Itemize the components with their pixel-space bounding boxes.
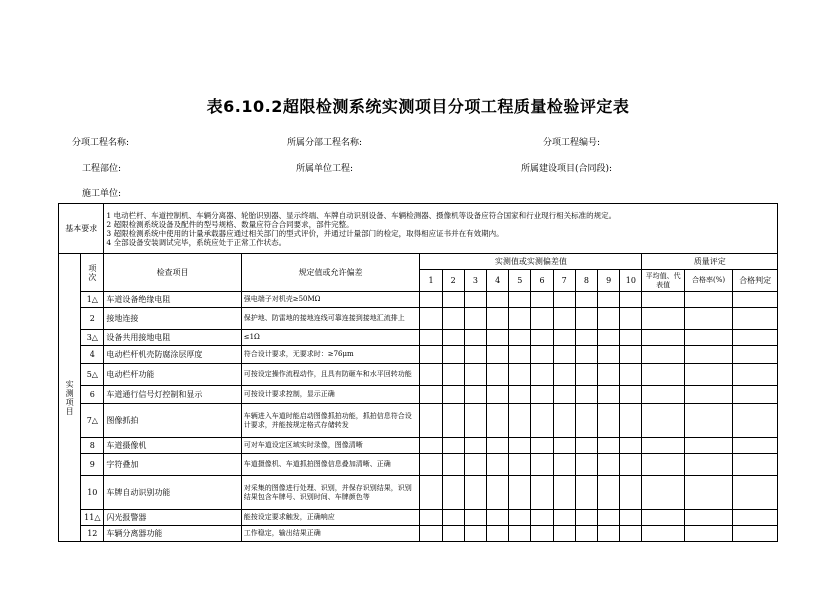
measure-cell[interactable]: [620, 404, 642, 438]
contractor-label: 施工单位:: [82, 189, 122, 199]
measure-cell[interactable]: [531, 510, 553, 526]
measure-cell[interactable]: [509, 346, 531, 364]
measure-cell[interactable]: [531, 454, 553, 476]
spec-cell: 能按设定要求触发，正确响应: [241, 510, 420, 526]
item-no-cell: 11△: [81, 510, 104, 526]
measure-cell[interactable]: [575, 308, 597, 330]
spec-cell: 强电端子对机壳≥50MΩ: [241, 292, 420, 308]
requirement-line: 1 电动栏杆、车道控制机、车辆分离器、轮胎识别器、显示终端、车牌自动识别设备、车辆检测器、摄像机等设备应符合国家和行业现行相关标准的规定。: [106, 210, 617, 220]
measure-cell[interactable]: [531, 346, 553, 364]
spec-cell: 工作稳定，输出结果正确: [241, 526, 420, 542]
check-item-cell: 接地连接: [104, 308, 241, 330]
measure-cell[interactable]: [487, 510, 509, 526]
subproject-no-label: 分项工程编号:: [543, 138, 601, 148]
check-item-cell: 字符叠加: [104, 454, 241, 476]
measure-cell[interactable]: [598, 292, 620, 308]
check-item-cell: 车道摄像机: [104, 438, 241, 454]
item-no-cell: 9: [81, 454, 104, 476]
check-item-cell: 图像抓拍: [104, 404, 241, 438]
table-row: [59, 526, 778, 542]
measure-cell[interactable]: [575, 510, 597, 526]
pass-rate-cell[interactable]: [684, 454, 732, 476]
table-row: [59, 364, 778, 386]
measure-cell[interactable]: [598, 454, 620, 476]
item-no-cell: 8: [81, 438, 104, 454]
measure-cell[interactable]: [442, 308, 464, 330]
pass-rate-cell[interactable]: [684, 346, 732, 364]
pass-rate-cell[interactable]: [684, 510, 732, 526]
check-item-cell: 车道设备绝缘电阻: [104, 292, 241, 308]
measure-cell[interactable]: [553, 330, 575, 346]
average-cell[interactable]: [642, 476, 684, 510]
measure-cell[interactable]: [420, 510, 442, 526]
measure-cell[interactable]: [442, 526, 464, 542]
average-cell[interactable]: [642, 308, 684, 330]
pass-rate-cell[interactable]: [684, 404, 732, 438]
measure-cell[interactable]: [553, 308, 575, 330]
measure-cell[interactable]: [553, 346, 575, 364]
measure-cell[interactable]: [487, 386, 509, 404]
table-row: [59, 404, 778, 438]
measure-cell[interactable]: [464, 510, 486, 526]
measure-cell[interactable]: [487, 346, 509, 364]
measure-cell[interactable]: [464, 292, 486, 308]
spec-cell: 可对车道设定区域实时录像，图像清晰: [241, 438, 420, 454]
measure-cell[interactable]: [464, 386, 486, 404]
pass-rate-cell[interactable]: [684, 364, 732, 386]
measure-col-header: 1: [420, 270, 442, 292]
measure-cell[interactable]: [509, 404, 531, 438]
measure-cell[interactable]: [464, 330, 486, 346]
spec-cell: 可按设计要求控制，显示正确: [241, 386, 420, 404]
measure-cell[interactable]: [531, 404, 553, 438]
page-title: 表6.10.2超限检测系统实测项目分项工程质量检验评定表: [206, 97, 630, 116]
measure-cell[interactable]: [598, 404, 620, 438]
measure-cell[interactable]: [531, 330, 553, 346]
measure-col-header: 9: [598, 270, 620, 292]
measure-cell[interactable]: [420, 454, 442, 476]
requirement-line: 4 全部设备安装调试完毕，系统应处于正常工作状态。: [106, 237, 287, 247]
measure-cell[interactable]: [620, 454, 642, 476]
measure-cell[interactable]: [575, 346, 597, 364]
average-cell[interactable]: [642, 404, 684, 438]
average-cell[interactable]: [642, 292, 684, 308]
pass-rate-cell[interactable]: [684, 476, 732, 510]
check-item-cell: 设备共用接地电阻: [104, 330, 241, 346]
section-label: 实测项目: [59, 254, 81, 542]
spec-cell: 车道摄像机、车道抓拍图像信息叠加清晰、正确: [241, 454, 420, 476]
measure-col-header: 5: [509, 270, 531, 292]
measure-cell[interactable]: [531, 386, 553, 404]
average-header: 平均值、代表值: [642, 270, 684, 292]
measure-cell[interactable]: [531, 292, 553, 308]
measure-cell[interactable]: [620, 346, 642, 364]
measure-cell[interactable]: [464, 438, 486, 454]
requirement-line: 2 超限检测系统设备及配件的型号规格、数量应符合合同要求，部件完整。: [106, 219, 354, 229]
measure-cell[interactable]: [598, 510, 620, 526]
measure-cell[interactable]: [487, 404, 509, 438]
measure-cell[interactable]: [487, 330, 509, 346]
measure-cell[interactable]: [442, 438, 464, 454]
basic-requirements-row: [59, 204, 778, 254]
measure-cell[interactable]: [420, 404, 442, 438]
measure-cell[interactable]: [553, 386, 575, 404]
measure-cell[interactable]: [531, 308, 553, 330]
measure-cell[interactable]: [442, 510, 464, 526]
measure-cell[interactable]: [509, 510, 531, 526]
measure-cell[interactable]: [598, 308, 620, 330]
item-no-cell: 12: [81, 526, 104, 542]
measure-cell[interactable]: [487, 454, 509, 476]
item-no-cell: 10: [81, 476, 104, 510]
measure-cell[interactable]: [420, 526, 442, 542]
measure-cell[interactable]: [487, 476, 509, 510]
measure-cell[interactable]: [598, 330, 620, 346]
item-no-cell: 2: [81, 308, 104, 330]
measure-cell[interactable]: [509, 476, 531, 510]
measure-cell[interactable]: [420, 292, 442, 308]
spec-cell: 保护地、防雷地的接地连线可靠连接到接地汇流排上: [241, 308, 420, 330]
measure-cell[interactable]: [464, 526, 486, 542]
measure-cell[interactable]: [553, 364, 575, 386]
measure-cell[interactable]: [442, 404, 464, 438]
measure-cell[interactable]: [553, 438, 575, 454]
judgment-cell[interactable]: [733, 330, 778, 346]
judgment-cell[interactable]: [733, 386, 778, 404]
judgment-cell[interactable]: [733, 438, 778, 454]
pass-rate-cell[interactable]: [684, 292, 732, 308]
check-item-cell: 电动栏杆机壳防腐涂层厚度: [104, 346, 241, 364]
measure-cell[interactable]: [509, 386, 531, 404]
average-cell[interactable]: [642, 330, 684, 346]
measure-cell[interactable]: [487, 308, 509, 330]
item-no-cell: 1△: [81, 292, 104, 308]
measure-cell[interactable]: [620, 330, 642, 346]
measure-col-header: 4: [487, 270, 509, 292]
judgment-header: 合格判定: [733, 270, 778, 292]
measure-cell[interactable]: [575, 438, 597, 454]
check-item-cell: 电动栏杆功能: [104, 364, 241, 386]
measure-cell[interactable]: [487, 438, 509, 454]
measure-cell[interactable]: [509, 292, 531, 308]
site-label: 工程部位:: [82, 164, 122, 174]
average-cell[interactable]: [642, 510, 684, 526]
measure-cell[interactable]: [620, 386, 642, 404]
measure-cell[interactable]: [531, 526, 553, 542]
measure-cell[interactable]: [442, 346, 464, 364]
measure-cell[interactable]: [464, 308, 486, 330]
judgment-cell[interactable]: [733, 292, 778, 308]
check-item-cell: 闪光报警器: [104, 510, 241, 526]
measure-cell[interactable]: [598, 386, 620, 404]
measure-cell[interactable]: [487, 364, 509, 386]
measure-cell[interactable]: [442, 454, 464, 476]
measure-cell[interactable]: [531, 364, 553, 386]
measured-header: 实测值或实测偏差值: [420, 254, 642, 270]
measure-cell[interactable]: [487, 526, 509, 542]
item-no-cell: 5△: [81, 364, 104, 386]
measure-cell[interactable]: [598, 526, 620, 542]
inspection-table: [58, 203, 778, 542]
measure-cell[interactable]: [464, 346, 486, 364]
table-row: [59, 346, 778, 364]
measure-cell[interactable]: [464, 454, 486, 476]
quality-header: 质量评定: [642, 254, 778, 270]
measure-col-header: 10: [620, 270, 642, 292]
subproject-name-label: 分项工程名称:: [72, 138, 130, 148]
measure-cell[interactable]: [620, 308, 642, 330]
measure-cell[interactable]: [620, 526, 642, 542]
average-cell[interactable]: [642, 386, 684, 404]
unit-project-label: 所属单位工程:: [296, 164, 354, 174]
measure-cell[interactable]: [553, 454, 575, 476]
item-no-cell: 3△: [81, 330, 104, 346]
measure-col-header: 6: [531, 270, 553, 292]
pass-rate-cell[interactable]: [684, 308, 732, 330]
check-item-cell: 车道通行信号灯控制和显示: [104, 386, 241, 404]
measure-cell[interactable]: [420, 308, 442, 330]
table-row: [59, 386, 778, 404]
header-row-1: [59, 254, 778, 270]
item-no-cell: 7△: [81, 404, 104, 438]
measure-cell[interactable]: [420, 364, 442, 386]
average-cell[interactable]: [642, 438, 684, 454]
average-cell[interactable]: [642, 346, 684, 364]
spec-cell: 可按设定操作流程动作，且具有防砸车和水平回转功能: [241, 364, 420, 386]
measure-cell[interactable]: [598, 476, 620, 510]
spec-cell: ≤1Ω: [241, 330, 420, 346]
average-cell[interactable]: [642, 364, 684, 386]
measure-cell[interactable]: [620, 364, 642, 386]
judgment-cell[interactable]: [733, 404, 778, 438]
measure-cell[interactable]: [420, 330, 442, 346]
construction-item-label: 所属建设项目(合同段):: [521, 164, 613, 174]
measure-cell[interactable]: [509, 364, 531, 386]
table-row: [59, 454, 778, 476]
table-row: [59, 330, 778, 346]
measure-cell[interactable]: [442, 476, 464, 510]
measure-cell[interactable]: [575, 476, 597, 510]
spec-cell: 对采集的图像进行处理、识别，并保存识别结果，识别结果包含车牌号、识别时间、车牌颜色等: [241, 476, 420, 510]
check-item-cell: 车牌自动识别功能: [104, 476, 241, 510]
measure-cell[interactable]: [575, 330, 597, 346]
measure-cell[interactable]: [598, 346, 620, 364]
item-no-cell: 6: [81, 386, 104, 404]
average-cell[interactable]: [642, 526, 684, 542]
table-row: [59, 292, 778, 308]
spec-cell: 符合设计要求，无要求时：≥76μm: [241, 346, 420, 364]
measure-cell[interactable]: [509, 454, 531, 476]
measure-cell[interactable]: [420, 386, 442, 404]
spec-header: 规定值或允许偏差: [241, 254, 420, 292]
measure-cell[interactable]: [464, 404, 486, 438]
measure-cell[interactable]: [620, 292, 642, 308]
judgment-cell[interactable]: [733, 308, 778, 330]
measure-cell[interactable]: [620, 438, 642, 454]
measure-cell[interactable]: [442, 330, 464, 346]
measure-cell[interactable]: [442, 386, 464, 404]
judgment-cell[interactable]: [733, 364, 778, 386]
measure-cell[interactable]: [598, 438, 620, 454]
measure-cell[interactable]: [575, 404, 597, 438]
measure-cell[interactable]: [464, 476, 486, 510]
table-row: [59, 510, 778, 526]
measure-col-header: 2: [442, 270, 464, 292]
division-name-label: 所属分部工程名称:: [287, 138, 363, 148]
measure-cell[interactable]: [420, 346, 442, 364]
measure-col-header: 8: [575, 270, 597, 292]
measure-cell[interactable]: [575, 454, 597, 476]
spec-cell: 车辆进入车道时能启动图像抓拍功能，抓拍信息符合设计要求，并能按规定格式存储转发: [241, 404, 420, 438]
judgment-cell[interactable]: [733, 454, 778, 476]
measure-cell[interactable]: [575, 386, 597, 404]
check-item-cell: 车辆分离器功能: [104, 526, 241, 542]
measure-col-header: 7: [553, 270, 575, 292]
judgment-cell[interactable]: [733, 476, 778, 510]
measure-cell[interactable]: [598, 364, 620, 386]
table-row: [59, 438, 778, 454]
item-no-cell: 4: [81, 346, 104, 364]
measure-cell[interactable]: [420, 476, 442, 510]
measure-cell[interactable]: [575, 526, 597, 542]
pass-rate-header: 合格率(%): [684, 270, 732, 292]
measure-col-header: 3: [464, 270, 486, 292]
table-row: [59, 308, 778, 330]
measure-cell[interactable]: [531, 438, 553, 454]
measure-cell[interactable]: [553, 510, 575, 526]
item-no-header: 项次: [81, 254, 104, 292]
measure-cell[interactable]: [553, 292, 575, 308]
measure-cell[interactable]: [442, 364, 464, 386]
pass-rate-cell[interactable]: [684, 386, 732, 404]
measure-cell[interactable]: [509, 526, 531, 542]
judgment-cell[interactable]: [733, 526, 778, 542]
measure-cell[interactable]: [487, 292, 509, 308]
measure-cell[interactable]: [509, 330, 531, 346]
basic-requirements-text: [104, 204, 778, 254]
table-row: [59, 476, 778, 510]
pass-rate-cell[interactable]: [684, 438, 732, 454]
basic-requirements-label: 基本要求: [59, 204, 104, 254]
measure-cell[interactable]: [553, 476, 575, 510]
judgment-cell[interactable]: [733, 510, 778, 526]
pass-rate-cell[interactable]: [684, 526, 732, 542]
measure-cell[interactable]: [509, 308, 531, 330]
pass-rate-cell[interactable]: [684, 330, 732, 346]
measure-cell[interactable]: [442, 292, 464, 308]
measure-cell[interactable]: [620, 476, 642, 510]
measure-cell[interactable]: [575, 292, 597, 308]
measure-cell[interactable]: [575, 364, 597, 386]
measure-cell[interactable]: [553, 526, 575, 542]
measure-cell[interactable]: [531, 476, 553, 510]
measure-cell[interactable]: [420, 438, 442, 454]
average-cell[interactable]: [642, 454, 684, 476]
measure-cell[interactable]: [620, 510, 642, 526]
measure-cell[interactable]: [464, 364, 486, 386]
check-item-header: 检查项目: [104, 254, 241, 292]
requirement-line: 3 超限检测系统中使用的计量承载器应通过相关部门的型式评价，并通过计量部门的检定，取得相应证书并在有效期内。: [106, 228, 504, 238]
measure-cell[interactable]: [553, 404, 575, 438]
judgment-cell[interactable]: [733, 346, 778, 364]
measure-cell[interactable]: [509, 438, 531, 454]
